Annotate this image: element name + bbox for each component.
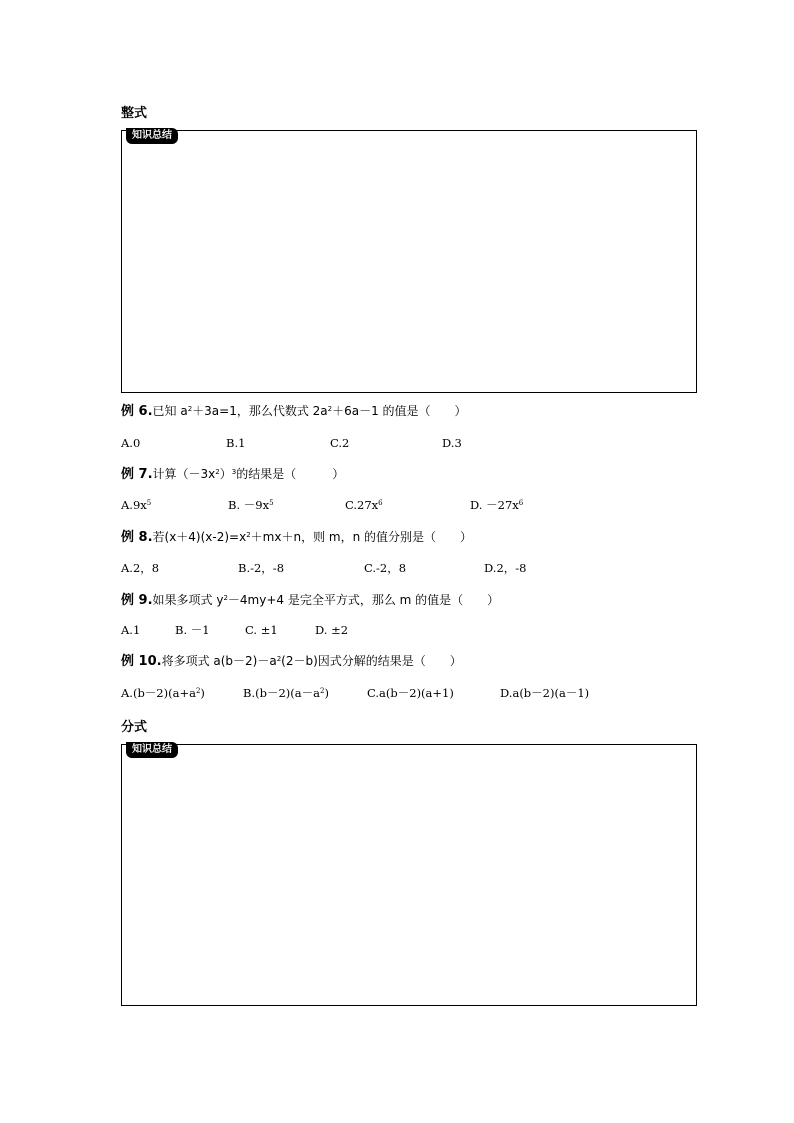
question-number: 例 10.	[121, 654, 162, 669]
question-10: 例 10.将多项式 $a(b-2)-a^2(2-b)$因式分解的结果是（ ）	[121, 654, 462, 669]
knowledge-summary-box	[121, 130, 697, 393]
option-c: C.a(b－2)(a+1)	[367, 686, 454, 700]
option-c: $C.27x^6$	[345, 498, 383, 512]
question-9: 例 9.如果多项式 $y^2-4my+4$ 是完全平方式，那么 m 的值是（ ）	[121, 593, 500, 608]
question-number: 例 7.	[121, 467, 153, 482]
option-d: D.3	[442, 436, 462, 450]
option-a: $A.9x^5$	[121, 498, 152, 512]
option-d: D.a(b－2)(a－1)	[500, 686, 590, 700]
question-number: 例 6.	[121, 404, 153, 419]
knowledge-summary-box	[121, 744, 697, 1006]
option-a: A.2，8	[121, 561, 160, 575]
option-c: C.-2，8	[364, 561, 407, 575]
option-c: C. ±1	[245, 623, 278, 637]
question-7: 例 7.计算$(-3x^2)^3$的结果是（ ）	[121, 467, 345, 482]
option-d: D.2，-8	[484, 561, 527, 575]
option-d: D. ±2	[315, 623, 349, 637]
option-b: B.-2，-8	[238, 561, 285, 575]
question-6: 例 6.已知 $a^2+3a=1$，那么代数式 $2a^2+6a-1$ 的值是（ ）	[121, 404, 467, 419]
section-title-fractions: 分式	[121, 720, 148, 735]
option-b: B. $-9x^5$	[228, 498, 274, 512]
option-b: B. －1	[175, 623, 210, 637]
option-c: C.2	[330, 436, 350, 450]
knowledge-summary-badge: 知识总结	[126, 742, 178, 758]
question-number: 例 9.	[121, 593, 153, 608]
option-b: $B.(b-2)(a-a^2)$	[243, 686, 329, 700]
option-a: $A.(b-2)(a+a^2)$	[121, 686, 205, 700]
section-title-polynomials: 整式	[121, 106, 148, 121]
question-number: 例 8.	[121, 530, 153, 545]
option-a: A.0	[121, 436, 141, 450]
question-8: 例 8.若$(x+4)(x-2)=x^2+mx+n$，则 m，n 的值分别是（ ）	[121, 530, 472, 545]
option-d: D. $-27x^6$	[470, 498, 524, 512]
option-b: B.1	[226, 436, 246, 450]
option-a: A.1	[121, 623, 141, 637]
knowledge-summary-badge: 知识总结	[126, 128, 178, 144]
